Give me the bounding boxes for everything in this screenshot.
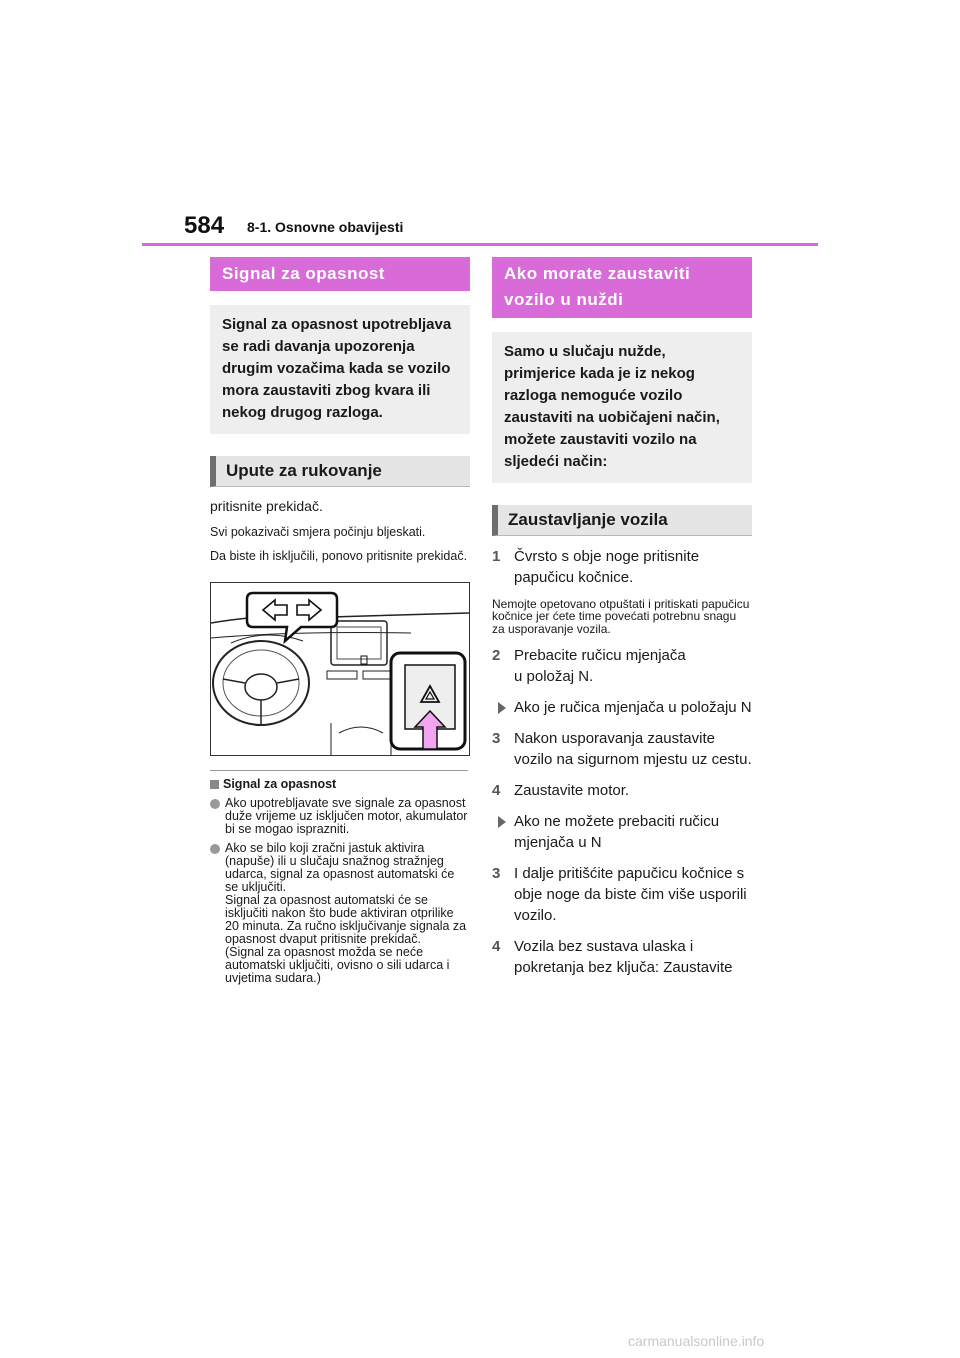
- emergency-intro: Samo u slučaju nužde, primjerice kada je iz nekog razloga nemoguće vozilo zaustaviti na uobičajeni način, možete zaustaviti vozilo na sljedeći način:: [492, 332, 752, 483]
- footer-watermark[interactable]: carmanualsonline.info: [628, 1333, 765, 1349]
- indicators-flash-text: Svi pokazivači smjera počinju bljeskati.: [210, 525, 426, 540]
- step-number: 4: [492, 782, 501, 800]
- branch-text: Ako ne možete prebaciti ručicu mjenjača u N: [514, 813, 720, 852]
- bullet-text: Ako upotrebljavate sve signale za opasnost duže vrijeme uz isključen motor, akumulator bi se mogao isprazniti.: [225, 796, 468, 837]
- step-number: 2: [492, 647, 501, 665]
- turn-off-text: Da biste ih isključili, ponovo pritisnite prekidač.: [210, 549, 468, 564]
- bullet-icon: [210, 844, 220, 854]
- bullet-icon: [210, 799, 220, 809]
- step-item: [492, 645, 752, 687]
- step-item: [492, 936, 752, 978]
- hazard-intro: Signal za opasnost upotrebljava se radi davanja upozorenja drugim vozačima kada se vozilo mora zaustaviti zbog kvara ili nekog drugog razloga.: [210, 305, 470, 434]
- step-text: Zaustavite motor.: [514, 782, 630, 800]
- step-number: 4: [492, 938, 501, 956]
- step-item: [492, 863, 752, 926]
- step-item: [492, 780, 752, 801]
- step-text: Prebacite ručicu mjenjača u položaj N.: [514, 647, 686, 686]
- section-title: 8-1. Osnovne obavijesti: [247, 219, 404, 235]
- step-number: 1: [492, 547, 501, 565]
- hazard-band-title: Signal za opasnost: [210, 257, 470, 291]
- bullet-text: Ako se bilo koji zračni jastuk aktivira (napuše) ili u slučaju snažnog stražnjeg udarca, signal za opasnost automatski će se uključiti. Signal za opasnost automatski će se isključiti nakon što bude aktiviran otprilike 20 minuta. Za ručno isključivanje signala za opasnost dvaput pritisnite prekidač. (Signal za opasnost možda se neće automatski uključiti, ovisno o sili udarca i uvjetima sudara.): [225, 841, 467, 986]
- square-icon: [210, 780, 219, 789]
- list-item: [210, 842, 470, 985]
- note-heading: [210, 777, 470, 791]
- dashboard-illustration: [210, 582, 470, 756]
- branch-item: [492, 811, 752, 853]
- header-rule: [142, 243, 818, 246]
- triangle-right-icon: [498, 816, 506, 828]
- step-number: 3: [492, 865, 501, 883]
- note-title: Signal za opasnost: [223, 777, 337, 792]
- brake-note: Nemojte opetovano otpuštati i pritiskati papučicu kočnice jer ćete time povećati potrebnu snagu za usporavanje vozila.: [492, 596, 750, 636]
- operating-instructions-heading: Upute za rukovanje: [210, 456, 470, 487]
- page-number: 584: [184, 212, 225, 239]
- triangle-right-icon: [498, 702, 506, 714]
- left-column: [210, 257, 470, 985]
- emergency-stop-band-title: Ako morate zaustaviti vozilo u nuždi: [492, 257, 752, 318]
- stopping-vehicle-heading: Zaustavljanje vozila: [492, 505, 752, 536]
- step-item: [492, 546, 752, 588]
- branch-item: [492, 697, 752, 718]
- step-text: Čvrsto s obje noge pritisnite papučicu kočnice.: [514, 547, 700, 586]
- right-column: [492, 257, 752, 978]
- figure-rule: [210, 770, 468, 771]
- step-item: [492, 728, 752, 770]
- step-number: 3: [492, 730, 501, 748]
- step-text: Vozila bez sustava ulaska i pokretanja bez ključa: Zaustavite: [514, 938, 733, 977]
- page-header: [0, 0, 960, 250]
- list-item: [210, 797, 470, 836]
- branch-text: Ako je ručica mjenjača u položaju N: [514, 699, 752, 717]
- press-switch-text: pritisnite prekidač.: [210, 498, 323, 515]
- step-text: Nakon usporavanja zaustavite vozilo na sigurnom mjestu uz cestu.: [514, 730, 752, 769]
- step-text: I dalje pritišćite papučicu kočnice s obje noge da biste čim više usporili vozilo.: [514, 865, 747, 925]
